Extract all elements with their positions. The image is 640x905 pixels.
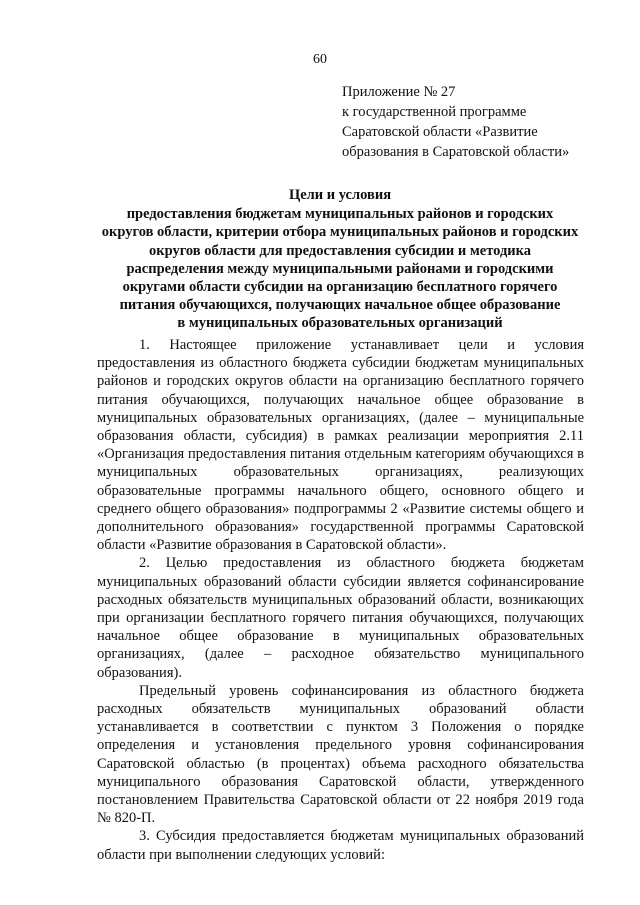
- paragraph-2: 2. Целью предоставления из областного бюджета бюджетам муниципальных образований области субсидии является софинансирование расходных обязательств муниципальных образований области, возникающих при организации бесплатного горячего питания обучающихся, получающих начальное общее образование в муниципальных образовательных организациях, (далее – расходное обязательство муниципального образования).: [97, 555, 584, 681]
- title-line: питания обучающихся, получающих начальное общее образование: [119, 297, 561, 314]
- paragraph-4: 3. Субсидия предоставляется бюджетам муниципальных образований области при выполнении следующих условий:: [97, 828, 584, 863]
- title-line: распределения между муниципальными районами и городскими: [126, 260, 554, 277]
- document-body: [97, 336, 584, 864]
- page-number: 60: [313, 52, 327, 67]
- title-line: округов области для предоставления субсидии и методика: [148, 242, 532, 259]
- appendix-header: [342, 82, 612, 162]
- title-line: предоставления бюджетам муниципальных районов и городских: [126, 206, 554, 223]
- title-heading: Цели и условия: [288, 187, 392, 203]
- title-line: округами области субсидии на организацию бесплатного горячего: [122, 279, 558, 296]
- paragraph-3: Предельный уровень софинансирования из областного бюджета расходных обязательств муниципальных образований области устанавливается в соответствии с пунктом 3 Положения о порядке определения и установления предельного уровня софинансирования Саратовской областью (в процентах) объема расходного обязательства муниципального образования Саратовской области, утвержденного постановлением Правительства Саратовской области от 22 ноября 2019 года № 820-П.: [97, 682, 584, 827]
- document-title: [90, 186, 590, 333]
- title-line: в муниципальных образовательных организаций: [177, 315, 503, 332]
- appendix-line: Приложение № 27: [342, 84, 456, 100]
- appendix-line: к государственной программе: [342, 104, 527, 120]
- paragraph-1: 1. Настоящее приложение устанавливает цели и условия предоставления из областного бюджета субсидии бюджетам муниципальных районов и городских округов области на организацию бесплатного горячего питания обучающихся, получающих начальное общее образование в муниципальных образовательных организациях, (далее – муниципальные образования области, субсидия) в рамках реализации мероприятия 2.11 «Организация предоставления питания отдельным категориям обучающихся в муниципальных образовательных организациях, реализующих образовательные программы начального общего, основного общего и среднего общего образования» подпрограммы 2 «Развитие системы общего и дополнительного образования» государственной программы Саратовской области «Развитие образования в Саратовской области».: [97, 337, 584, 554]
- appendix-line: образования в Саратовской области»: [342, 144, 570, 160]
- appendix-line: Саратовской области «Развитие: [342, 124, 538, 140]
- title-line: округов области, критерии отбора муниципальных районов и городских: [101, 224, 579, 241]
